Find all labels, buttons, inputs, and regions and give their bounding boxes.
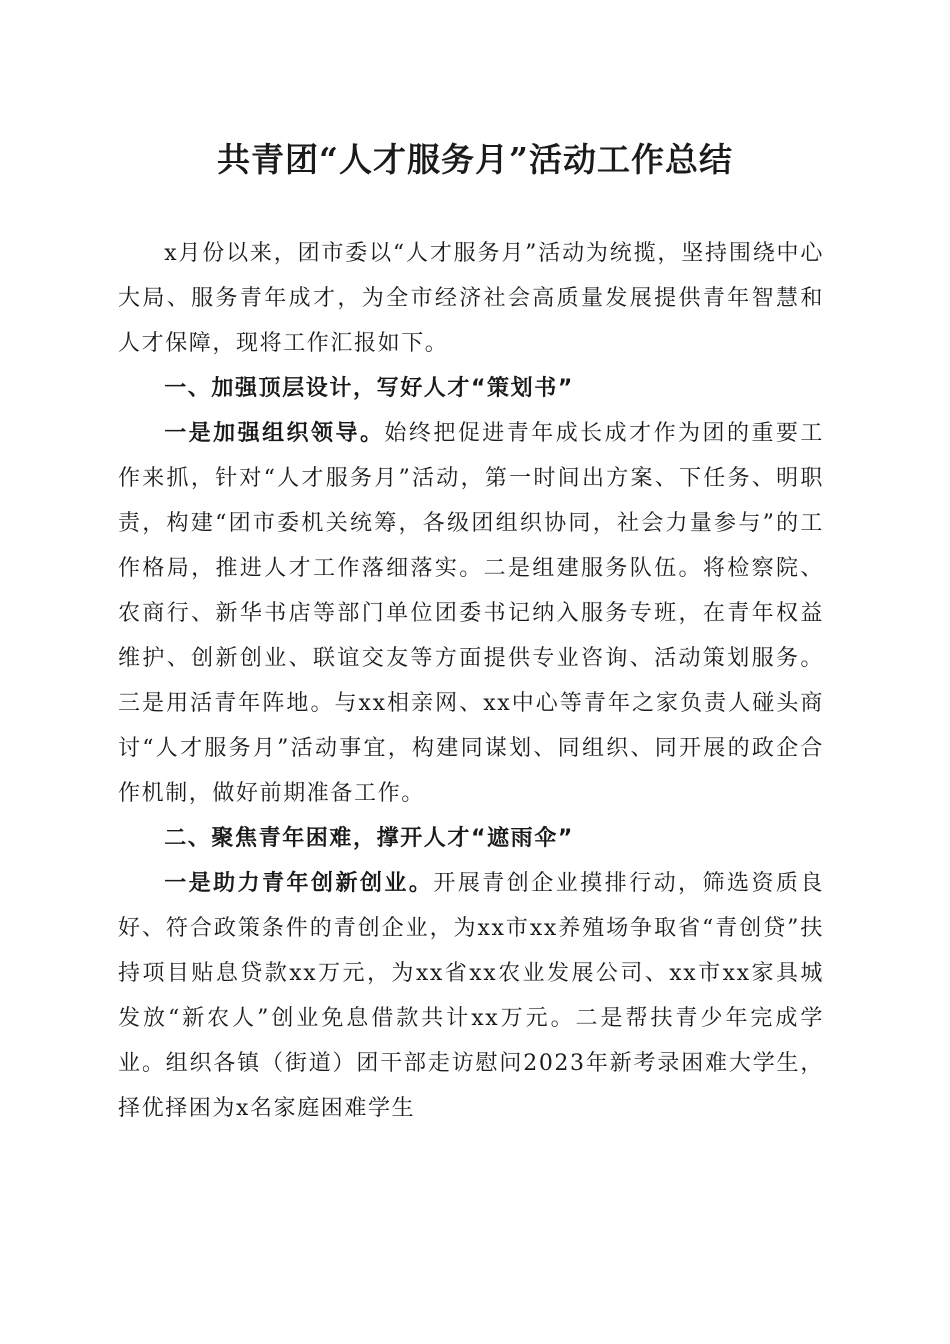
section-1-lead: 一是加强组织领导。: [164, 421, 385, 446]
document-title: 共青团“人才服务月”活动工作总结: [217, 140, 733, 179]
document-body: [118, 231, 824, 1131]
section-1-heading: 一、加强顶层设计，写好人才“策划书”: [164, 376, 574, 401]
intro-paragraph: x月份以来，团市委以“人才服务月”活动为统揽，坚持围绕中心大局、服务青年成才，为全市经济社会高质量发展提供青年智慧和人才保障，现将工作汇报如下。: [118, 241, 824, 356]
section-2-text: 开展青创企业摸排行动，筛选资质良好、符合政策条件的青创企业，为xx市xx养殖场争取省“青创贷”扶持项目贴息贷款xx万元，为xx省xx农业发展公司、xx市xx家具城发放“新农人”创业免息借款共计xx万元。二是帮扶青少年完成学业。组织各镇（街道）团干部走访慰问2023年新考录困难大学生，择优择困为x名家庭困难学生: [118, 871, 824, 1121]
section-1-text: 始终把促进青年成长成才作为团的重要工作来抓，针对“人才服务月”活动，第一时间出方案、下任务、明职责，构建“团市委机关统筹，各级团组织协同，社会力量参与”的工作格局，推进人才工作落细落实。二是组建服务队伍。将检察院、农商行、新华书店等部门单位团委书记纳入服务专班，在青年权益维护、创新创业、联谊交友等方面提供专业咨询、活动策划服务。三是用活青年阵地。与xx相亲网、xx中心等青年之家负责人碰头商讨“人才服务月”活动事宜，构建同谋划、同组织、同开展的政企合作机制，做好前期准备工作。: [118, 421, 824, 806]
section-2-heading: 二、聚焦青年困难，撑开人才“遮雨伞”: [164, 826, 574, 851]
section-1-paragraph: [118, 411, 824, 816]
section-2-paragraph: [118, 861, 824, 1131]
section-2-lead: 一是助力青年创新创业。: [164, 871, 434, 896]
